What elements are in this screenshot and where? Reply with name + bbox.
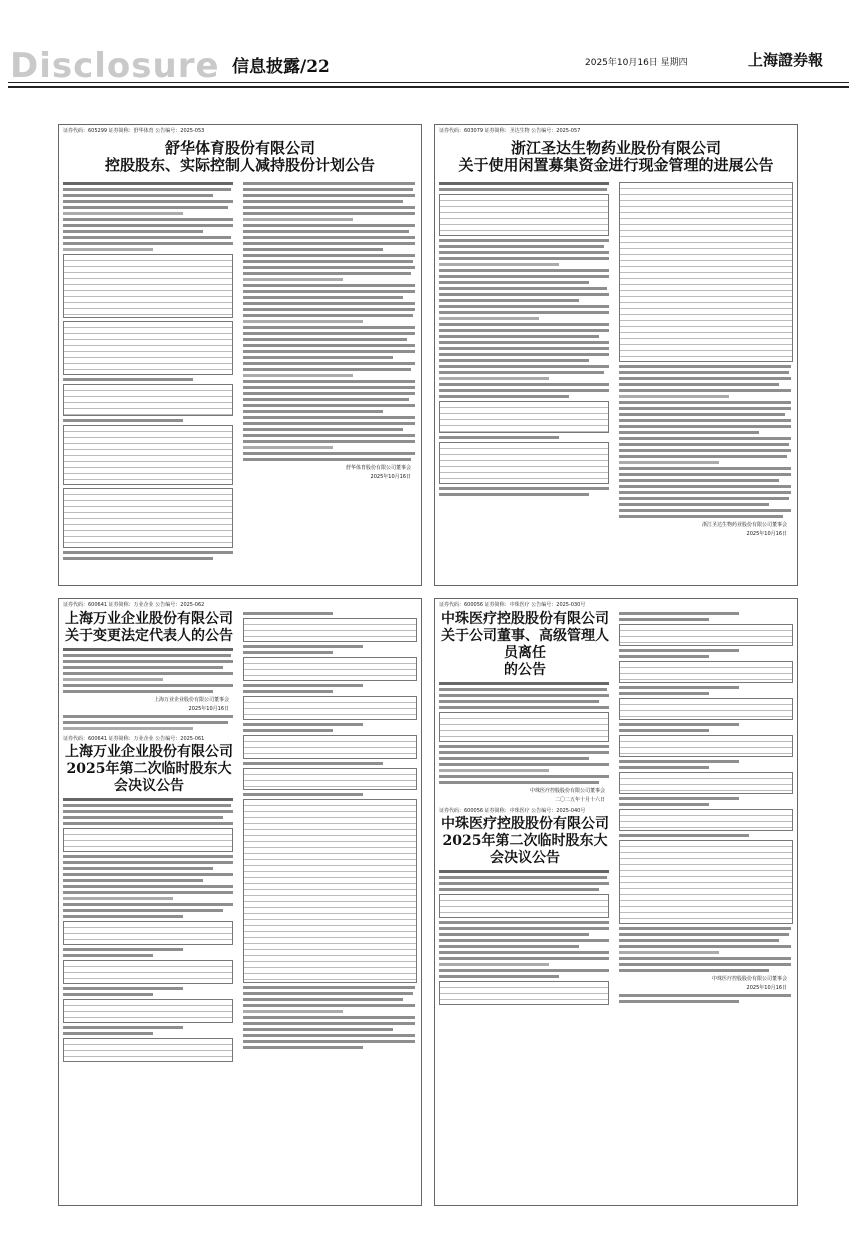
vote-result-table — [619, 624, 793, 646]
table-row — [440, 907, 608, 913]
body-column-left — [63, 179, 235, 563]
vote-result-table — [619, 661, 793, 683]
signature-date: 二〇二五年十月十六日 — [554, 797, 605, 803]
signature: 上海万业企业股份有限公司董事会 — [153, 697, 229, 703]
signature-date: 2025年10月16日 — [746, 531, 787, 537]
stock-code-line: 证券代码：600056 证券简称：中珠医疗 公告编号：2025-040号 — [439, 808, 586, 814]
company-name: 中珠医疗控股股份有限公司 — [441, 611, 609, 627]
vote-result-table — [63, 999, 233, 1023]
vote-result-table — [63, 1038, 233, 1062]
announcement-title — [435, 140, 797, 174]
vote-result-table — [619, 809, 793, 831]
vote-result-table — [243, 618, 417, 642]
major-matters-table — [243, 768, 417, 790]
table-row — [64, 537, 232, 543]
body-column-right — [243, 609, 417, 1052]
vote-result-table — [439, 981, 609, 1005]
vote-result-table — [619, 698, 793, 720]
table-row — [64, 841, 232, 847]
table-row — [64, 409, 232, 415]
masthead — [0, 0, 857, 92]
vote-result-table — [619, 772, 793, 794]
table-row — [620, 711, 792, 717]
vote-result-table — [63, 921, 233, 945]
table-row — [620, 785, 792, 791]
signature: 中珠医疗控股股份有限公司董事会 — [529, 788, 605, 794]
table-row — [64, 309, 232, 315]
announcement-title — [439, 816, 611, 867]
table-row — [64, 973, 232, 979]
table-row — [64, 364, 232, 370]
vote-result-table — [243, 657, 417, 681]
meeting-attendance-table — [63, 828, 233, 852]
signature-date: 2025年10月16日 — [188, 706, 229, 712]
table-row — [244, 748, 416, 754]
company-name: 中珠医疗控股股份有限公司 — [441, 816, 609, 832]
brand-logo: Disclosure — [10, 46, 220, 86]
stock-code-line: 证券代码：603079 证券简称：圣达生物 公告编号：2025-057 — [439, 128, 581, 134]
vote-result-table — [619, 735, 793, 757]
shareholder-table — [63, 254, 233, 318]
publication-date: 2025年10月16日 星期四 — [585, 58, 688, 68]
body-column-left — [63, 609, 235, 1065]
table-row — [620, 822, 792, 828]
reduction-plan-table — [63, 384, 233, 416]
table-row — [440, 426, 608, 432]
meeting-attendance-table — [439, 894, 609, 918]
reduction-plan-table — [63, 488, 233, 548]
signature-date: 2025年10月16日 — [746, 985, 787, 991]
product-table — [439, 442, 609, 484]
announcement-shuhua — [58, 124, 422, 586]
table-row — [244, 631, 416, 637]
announcement-wanye — [58, 598, 422, 1206]
company-name: 舒华体育股份有限公司 — [164, 139, 315, 157]
table-row — [440, 225, 608, 231]
company-name: 上海万业企业股份有限公司 — [65, 611, 233, 627]
announcement-subject: 关于公司董事、高级管理人员离任 — [441, 628, 609, 661]
product-detail-table — [619, 182, 793, 362]
company-name: 浙江圣达生物药业股份有限公司 — [510, 139, 721, 157]
vote-result-table — [243, 735, 417, 759]
table-row — [64, 474, 232, 480]
table-row — [620, 674, 792, 680]
signature: 中珠医疗控股股份有限公司董事会 — [711, 976, 787, 982]
table-row — [620, 748, 792, 754]
body-column-left — [439, 179, 611, 499]
header-rule-thick — [8, 86, 849, 88]
body-column-right — [243, 179, 417, 482]
body-column-right — [619, 609, 793, 1006]
table-row — [244, 781, 416, 787]
table-row — [244, 709, 416, 715]
announcement-subject: 控股股东、实际控制人减持股份计划公告 — [104, 156, 375, 174]
table-row — [620, 351, 792, 357]
announcement-title — [439, 611, 611, 679]
announcement-title — [59, 140, 421, 174]
table-row — [440, 473, 608, 479]
vote-result-table — [63, 960, 233, 984]
table-row — [64, 934, 232, 940]
table-row — [440, 731, 608, 737]
table-row — [64, 1051, 232, 1057]
signature: 舒华体育股份有限公司董事会 — [345, 465, 411, 471]
announcement-subject-cont: 的公告 — [504, 662, 546, 678]
newspaper-name: 上海證券報 — [748, 51, 824, 69]
resignation-table — [439, 712, 609, 742]
body-column-left — [439, 609, 611, 1008]
announcement-shengda — [434, 124, 798, 586]
table-row — [620, 637, 792, 643]
stock-code-line: 证券代码：600641 证券简称：万业企业 公告编号：2025-062 — [63, 602, 205, 608]
header-rule — [8, 82, 849, 83]
shareholder-table — [63, 321, 233, 375]
signature: 浙江圣达生物药业股份有限公司董事会 — [701, 522, 787, 528]
announcement-title — [63, 744, 235, 795]
vote-result-table — [243, 696, 417, 720]
signature-date: 2025年10月16日 — [370, 474, 411, 480]
table-row — [64, 1012, 232, 1018]
investment-summary-table — [439, 194, 609, 236]
reduction-plan-table — [63, 425, 233, 485]
section-title: 信息披露/22 — [232, 57, 330, 77]
table-row — [244, 974, 416, 980]
company-name: 上海万业企业股份有限公司 — [65, 744, 233, 760]
announcement-title — [63, 611, 235, 645]
stock-code-line: 证券代码：600641 证券简称：万业企业 公告编号：2025-061 — [63, 736, 205, 742]
announcement-subject: 关于使用闲置募集资金进行现金管理的进展公告 — [458, 156, 774, 174]
body-column-right — [619, 179, 793, 539]
announcement-zhongzhu — [434, 598, 798, 1206]
stock-code-line: 证券代码：600056 证券简称：中珠医疗 公告编号：2025-030号 — [439, 602, 586, 608]
table-row — [440, 994, 608, 1000]
table-row — [244, 670, 416, 676]
major-matters-table — [619, 840, 793, 924]
announcement-subject: 2025年第二次临时股东大会决议公告 — [442, 833, 608, 866]
announcement-subject: 2025年第二次临时股东大会决议公告 — [66, 761, 232, 794]
product-table — [439, 401, 609, 433]
table-row — [620, 913, 792, 919]
announcement-subject: 关于变更法定代表人的公告 — [65, 628, 233, 644]
stock-code-line: 证券代码：605299 证券简称：舒华体育 公告编号：2025-053 — [63, 128, 205, 134]
director-election-table — [243, 799, 417, 983]
